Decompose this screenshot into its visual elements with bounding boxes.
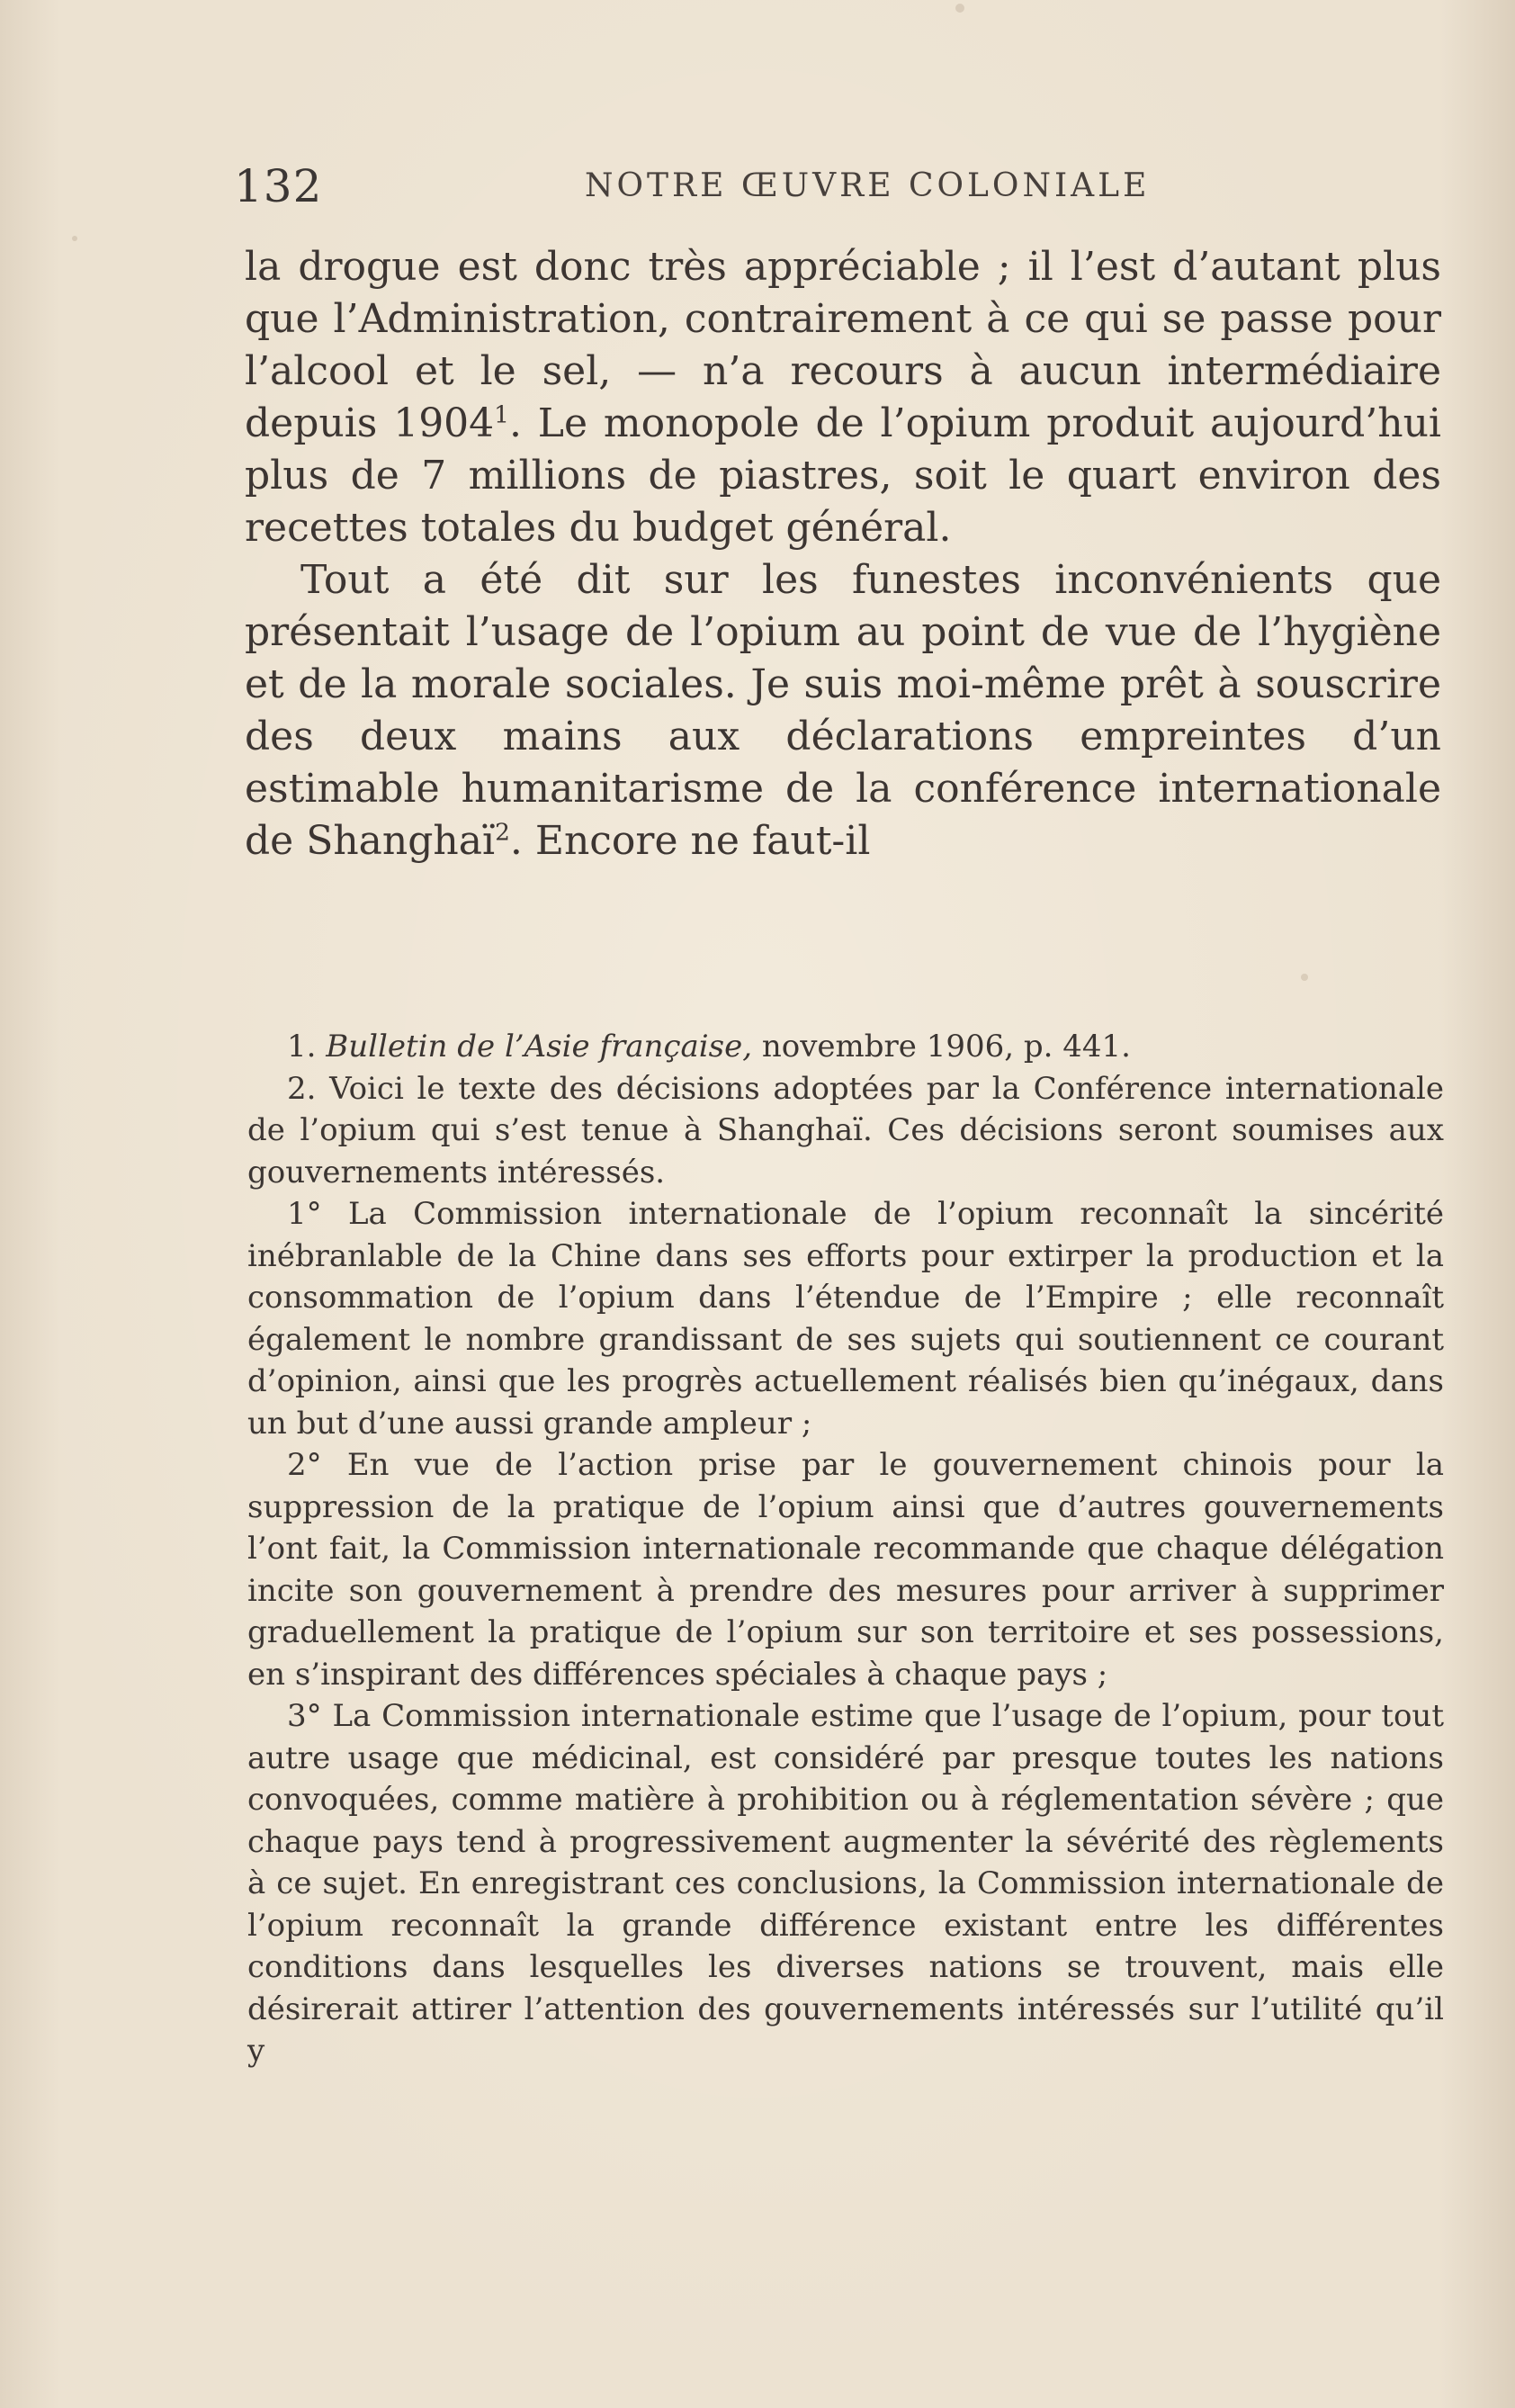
footnote-2: 2. Voici le texte des décisions adoptées par la Conférence internationale de l’opium qui s’est tenue à Shanghaï. Ces décisions seront soumises aux gouvernements intéressés. (247, 1070, 1444, 1191)
footnote-ref-1: 1 (494, 400, 509, 429)
page-number: 132 (234, 160, 323, 212)
foxing-spot (72, 236, 77, 241)
footnote-1-mark: 1. (287, 1029, 317, 1065)
foxing-spot (1301, 974, 1308, 981)
paragraph-1-text: la drogue est donc très appréciable ; il l’est d’autant plus que l’Administration, contrairement à ce qui se passe pour l’alcool et le sel, — n’a recours à aucun intermédiaire depuis 1904 (245, 244, 1441, 446)
running-head (234, 160, 1448, 214)
paragraph-2-end: . Encore ne faut-il (509, 818, 871, 864)
main-text (245, 241, 1441, 867)
footnote-2-point-3: 3° La Commission internationale estime que l’usage de l’opium, pour tout autre usage que médicinal, est considéré par presque toutes les nations convoquées, comme matière à prohibition ou à réglementation sévère ; que chaque pays tend à progressivement augmenter la sévérité des règlements à ce sujet. En enregistrant ces conclusions, la Commission internationale de l’opium reconnaît la grande différence existant entre les différentes conditions dans lesquelles les diverses nations se trouvent, mais elle désirerait attirer l’attention des gouvernements intéressés sur l’utilité qu’il y (247, 1698, 1444, 2069)
footnote-1 (247, 1026, 1444, 1068)
footnote-1-title: Bulletin de l’Asie française, (326, 1029, 753, 1065)
footnote-ref-2: 2 (495, 818, 510, 847)
footnote-2-point-1: 1° La Commission internationale de l’opium reconnaît la sincérité inébranlable de la Chine dans ses efforts pour extirper la production et la consommation de l’opium dans l’étendue de l’Empire ; elle reconnaît également le nombre grandissant de ses sujets qui soutiennent ce courant d’opinion, ainsi que les progrès actuellement réalisés bien qu’inégaux, dans un but d’une aussi grande ampleur ; (247, 1196, 1444, 1442)
footnotes (247, 1026, 1444, 2072)
footnote-2-point-2: 2° En vue de l’action prise par le gouvernement chinois pour la suppression de la pratique de l’opium ainsi que d’autres gouvernements l’ont fait, la Commission internationale recommande que chaque délégation incite son gouvernement à prendre des mesures pour arriver à supprimer graduellement la pratique de l’opium sur son territoire et ses possessions, en s’inspirant des différences spéciales à chaque pays ; (247, 1447, 1444, 1693)
running-title: NOTRE ŒUVRE COLONIALE (585, 167, 1151, 204)
foxing-spot (955, 4, 964, 13)
paragraph-2 (245, 554, 1441, 867)
paragraph-1-end: . Le monopole de l’opium produit aujourd’hui plus de 7 millions de piastres, soit le quart environ des recettes totales du budget général. (245, 400, 1441, 551)
paragraph-1 (245, 241, 1441, 554)
footnote-1-rest: novembre 1906, p. 441. (752, 1029, 1131, 1065)
paragraph-2-text: Tout a été dit sur les funestes inconvénients que présentait l’usage de l’opium au point de vue de l’hygiène et de la morale sociales. Je suis moi-même prêt à souscrire des deux mains aux déclarations empreintes d’un estimable humanitarisme de la conférence internationale de Shanghaï (245, 557, 1441, 864)
